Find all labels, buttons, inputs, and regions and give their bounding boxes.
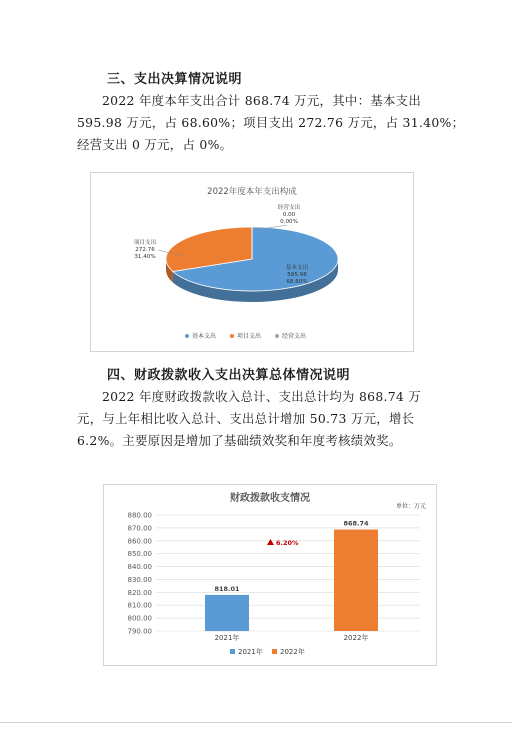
- y-tick-label: 810.00: [127, 601, 152, 610]
- pie-chart-title: 2022年度本年支出构成: [207, 187, 297, 197]
- growth-annotation: 6.20%: [276, 539, 299, 547]
- pie-label-value: 0.00: [282, 212, 296, 218]
- legend-label: 项目支出: [237, 333, 262, 340]
- paragraph-line: 2022 年度财政拨款收入总计、支出总计均为 868.74 万: [102, 389, 422, 404]
- y-tick-label: 840.00: [127, 563, 152, 572]
- bar-chart-unit: 单位：万元: [395, 503, 426, 510]
- pie-label-value: 272.76: [135, 247, 155, 253]
- bar: [334, 530, 378, 631]
- y-tick-label: 870.00: [127, 524, 152, 533]
- legend-label: 2022年: [280, 648, 305, 656]
- y-tick-label: 860.00: [127, 537, 152, 546]
- pie-label-name: 项目支出: [133, 240, 157, 246]
- bar: [205, 595, 249, 631]
- up-triangle-icon: [267, 539, 274, 545]
- legend-swatch: [185, 334, 189, 338]
- legend-label: 2021年: [238, 648, 263, 656]
- section-3-heading: 三、支出决算情况说明: [107, 72, 243, 87]
- pie-chart: [91, 173, 413, 351]
- bar-chart-title: 财政拨款收支情况: [230, 493, 310, 504]
- legend-swatch: [230, 649, 235, 654]
- pie-label-percent: 31.40%: [134, 254, 156, 260]
- y-tick-label: 820.00: [127, 588, 152, 597]
- paragraph-line: 595.98 万元，占 68.60%；项目支出 272.76 万元，占 31.40%；: [77, 115, 465, 130]
- pie-label-percent: 0.00%: [280, 219, 298, 225]
- section-3-paragraph: [77, 90, 465, 156]
- y-tick-label: 880.00: [127, 511, 152, 520]
- bar-data-label: 818.01: [214, 584, 240, 593]
- y-tick-label: 830.00: [127, 575, 152, 584]
- bar-chart: [104, 485, 436, 665]
- pie-label-percent: 68.60%: [286, 279, 308, 285]
- paragraph-line: 元，与上年相比收入总计、支出总计增加 50.73 万元，增长: [77, 411, 415, 426]
- x-tick-label: 2022年: [343, 634, 369, 642]
- pie-label-value: 595.98: [287, 272, 307, 278]
- paragraph-line: 2022 年度本年支出合计 868.74 万元，其中：基本支出: [102, 93, 422, 108]
- legend-label: 经营支出: [282, 333, 307, 340]
- legend-label: 基本支出: [192, 333, 217, 340]
- pie-label-name: 经营支出: [277, 205, 301, 211]
- y-tick-label: 790.00: [127, 627, 152, 636]
- pie-chart-frame: [90, 172, 414, 352]
- bar-chart-frame: [103, 484, 437, 666]
- legend-swatch: [272, 649, 277, 654]
- y-tick-label: 850.00: [127, 550, 152, 559]
- paragraph-line: 6.2%。主要原因是增加了基础绩效奖和年度考核绩效奖。: [77, 433, 402, 448]
- section-4-paragraph: [77, 386, 445, 452]
- bar-data-label: 868.74: [343, 519, 369, 528]
- x-tick-label: 2021年: [214, 634, 240, 642]
- section-4-heading: 四、财政拨款收入支出决算总体情况说明: [107, 368, 351, 383]
- y-tick-label: 800.00: [127, 614, 152, 623]
- paragraph-line: 经营支出 0 万元，占 0%。: [77, 137, 233, 152]
- legend-swatch: [275, 334, 279, 338]
- pie-label-name: 基本支出: [285, 265, 309, 271]
- page-bottom-rule: [0, 722, 512, 723]
- legend-swatch: [230, 334, 234, 338]
